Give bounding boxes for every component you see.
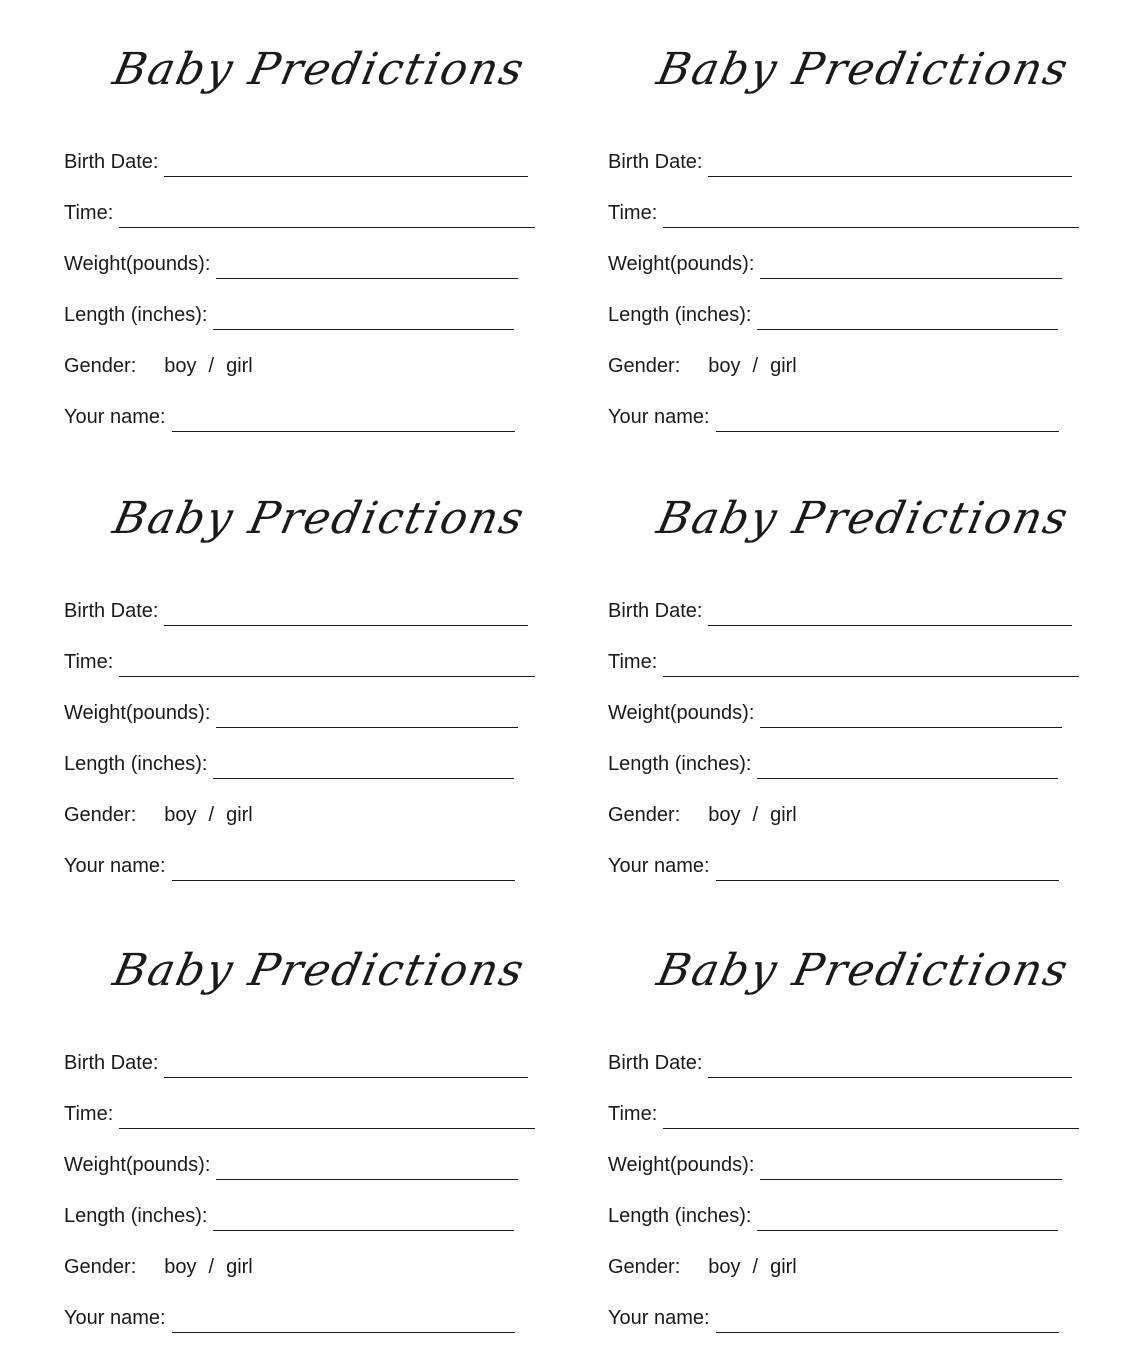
card-title: Baby Predictions — [652, 44, 1074, 95]
length-blank[interactable] — [213, 1208, 514, 1231]
prediction-card — [608, 461, 1108, 881]
card-title: Baby Predictions — [108, 493, 530, 544]
birth-date-label: Birth Date: — [608, 600, 703, 622]
length-blank[interactable] — [757, 756, 1058, 779]
card-title: Baby Predictions — [108, 945, 530, 996]
length-label: Length (inches): — [608, 1205, 752, 1227]
your-name-label: Your name: — [64, 1307, 166, 1329]
birth-date-row — [64, 144, 528, 174]
time-row — [608, 195, 1079, 225]
gender-separator: / — [208, 355, 215, 377]
time-blank[interactable] — [663, 654, 1079, 677]
time-label: Time: — [608, 202, 658, 224]
gender-option-girl[interactable]: girl — [226, 355, 253, 377]
gender-row — [608, 348, 797, 378]
birth-date-row — [608, 593, 1072, 623]
time-row — [64, 644, 535, 674]
time-blank[interactable] — [663, 1106, 1079, 1129]
gender-label: Gender: — [64, 355, 137, 377]
your-name-row — [64, 399, 515, 429]
length-blank[interactable] — [213, 307, 514, 330]
your-name-blank[interactable] — [716, 1310, 1059, 1333]
length-blank[interactable] — [757, 307, 1058, 330]
length-blank[interactable] — [757, 1208, 1058, 1231]
gender-option-girl[interactable]: girl — [226, 804, 253, 826]
length-label: Length (inches): — [608, 304, 752, 326]
your-name-blank[interactable] — [716, 858, 1059, 881]
time-label: Time: — [64, 202, 114, 224]
length-blank[interactable] — [213, 756, 514, 779]
gender-label: Gender: — [64, 1256, 137, 1278]
birth-date-label: Birth Date: — [608, 1052, 703, 1074]
birth-date-label: Birth Date: — [64, 1052, 159, 1074]
birth-date-row — [608, 1045, 1072, 1075]
time-blank[interactable] — [119, 1106, 535, 1129]
gender-separator: / — [752, 355, 759, 377]
time-blank[interactable] — [119, 654, 535, 677]
weight-label: Weight(pounds): — [608, 1154, 755, 1176]
time-row — [64, 1096, 535, 1126]
time-blank[interactable] — [119, 205, 535, 228]
your-name-blank[interactable] — [716, 409, 1059, 432]
gender-option-boy[interactable]: boy — [708, 355, 741, 377]
time-row — [608, 644, 1079, 674]
your-name-blank[interactable] — [172, 1310, 515, 1333]
gender-option-boy[interactable]: boy — [708, 1256, 741, 1278]
weight-blank[interactable] — [760, 256, 1062, 279]
birth-date-blank[interactable] — [708, 603, 1072, 626]
card-title: Baby Predictions — [652, 493, 1074, 544]
gender-separator: / — [208, 1256, 215, 1278]
length-row — [608, 1198, 1058, 1228]
birth-date-blank[interactable] — [708, 1055, 1072, 1078]
your-name-row — [64, 1300, 515, 1330]
gender-row — [608, 797, 797, 827]
time-row — [64, 195, 535, 225]
gender-option-boy[interactable]: boy — [164, 1256, 197, 1278]
weight-row — [608, 1147, 1062, 1177]
gender-option-girl[interactable]: girl — [226, 1256, 253, 1278]
weight-row — [64, 1147, 518, 1177]
length-label: Length (inches): — [608, 753, 752, 775]
length-row — [608, 297, 1058, 327]
weight-label: Weight(pounds): — [64, 253, 211, 275]
gender-label: Gender: — [608, 804, 681, 826]
gender-separator: / — [752, 804, 759, 826]
your-name-row — [608, 848, 1059, 878]
gender-label: Gender: — [64, 804, 137, 826]
length-row — [64, 746, 514, 776]
prediction-card — [64, 12, 564, 432]
gender-option-girl[interactable]: girl — [770, 1256, 797, 1278]
weight-label: Weight(pounds): — [64, 1154, 211, 1176]
gender-label: Gender: — [608, 1256, 681, 1278]
weight-row — [64, 246, 518, 276]
your-name-row — [608, 399, 1059, 429]
gender-row — [64, 1249, 253, 1279]
length-row — [64, 1198, 514, 1228]
your-name-blank[interactable] — [172, 409, 515, 432]
weight-label: Weight(pounds): — [64, 702, 211, 724]
birth-date-row — [64, 593, 528, 623]
time-blank[interactable] — [663, 205, 1079, 228]
weight-row — [64, 695, 518, 725]
your-name-label: Your name: — [608, 855, 710, 877]
gender-separator: / — [208, 804, 215, 826]
weight-blank[interactable] — [216, 256, 518, 279]
length-row — [64, 297, 514, 327]
weight-blank[interactable] — [216, 705, 518, 728]
gender-option-boy[interactable]: boy — [164, 804, 197, 826]
time-row — [608, 1096, 1079, 1126]
birth-date-label: Birth Date: — [608, 151, 703, 173]
your-name-label: Your name: — [608, 1307, 710, 1329]
gender-row — [64, 797, 253, 827]
gender-label: Gender: — [608, 355, 681, 377]
gender-separator: / — [752, 1256, 759, 1278]
your-name-row — [608, 1300, 1059, 1330]
your-name-label: Your name: — [64, 855, 166, 877]
gender-row — [64, 348, 253, 378]
time-label: Time: — [608, 651, 658, 673]
weight-label: Weight(pounds): — [608, 702, 755, 724]
card-title: Baby Predictions — [108, 44, 530, 95]
time-label: Time: — [64, 651, 114, 673]
weight-blank[interactable] — [216, 1157, 518, 1180]
prediction-card — [64, 913, 564, 1333]
birth-date-row — [608, 144, 1072, 174]
gender-option-girl[interactable]: girl — [770, 804, 797, 826]
your-name-blank[interactable] — [172, 858, 515, 881]
length-label: Length (inches): — [64, 753, 208, 775]
prediction-card — [608, 12, 1108, 432]
gender-row — [608, 1249, 797, 1279]
prediction-card — [608, 913, 1108, 1333]
birth-date-row — [64, 1045, 528, 1075]
birth-date-label: Birth Date: — [64, 151, 159, 173]
length-label: Length (inches): — [64, 304, 208, 326]
your-name-label: Your name: — [64, 406, 166, 428]
prediction-card — [64, 461, 564, 881]
your-name-label: Your name: — [608, 406, 710, 428]
weight-label: Weight(pounds): — [608, 253, 755, 275]
birth-date-blank[interactable] — [164, 603, 528, 626]
weight-blank[interactable] — [760, 1157, 1062, 1180]
weight-row — [608, 695, 1062, 725]
time-label: Time: — [64, 1103, 114, 1125]
your-name-row — [64, 848, 515, 878]
birth-date-blank[interactable] — [164, 1055, 528, 1078]
birth-date-label: Birth Date: — [64, 600, 159, 622]
gender-option-boy[interactable]: boy — [708, 804, 741, 826]
time-label: Time: — [608, 1103, 658, 1125]
length-label: Length (inches): — [64, 1205, 208, 1227]
weight-blank[interactable] — [760, 705, 1062, 728]
length-row — [608, 746, 1058, 776]
weight-row — [608, 246, 1062, 276]
birth-date-blank[interactable] — [708, 154, 1072, 177]
gender-option-girl[interactable]: girl — [770, 355, 797, 377]
birth-date-blank[interactable] — [164, 154, 528, 177]
card-title: Baby Predictions — [652, 945, 1074, 996]
gender-option-boy[interactable]: boy — [164, 355, 197, 377]
